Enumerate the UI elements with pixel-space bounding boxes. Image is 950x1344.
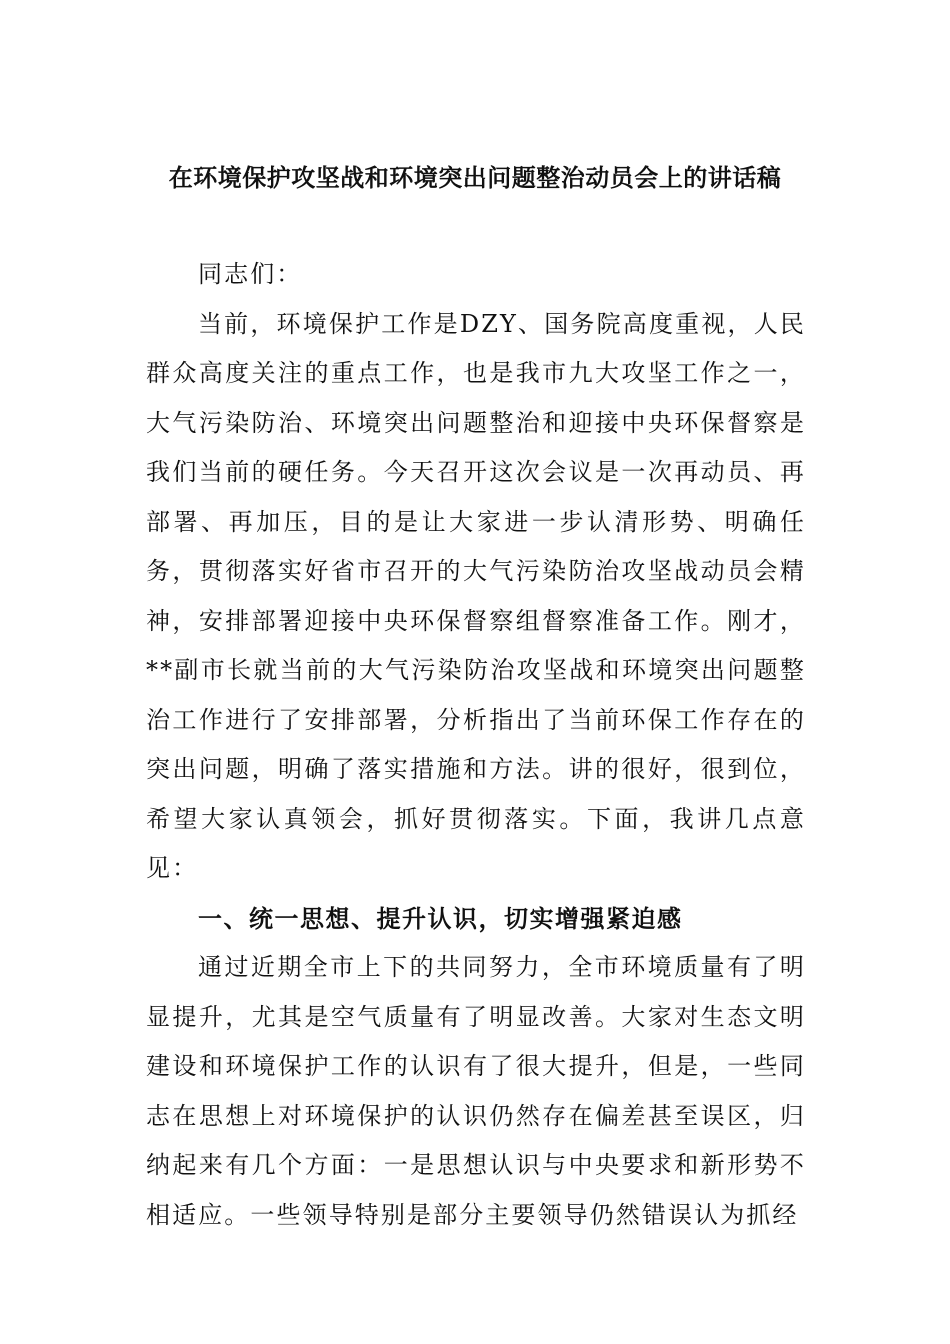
- paragraph-section-1: 通过近期全市上下的共同努力，全市环境质量有了明显提升，尤其是空气质量有了明显改善。大家对生态文明建设和环境保护工作的认识有了很大提升，但是，一些同志在思想上对环境保护的认识仍然存在偏差甚至误区，归纳起来有几个方面：一是思想认识与中央要求和新形势不相适应。一些领导特别是部分主要领导仍然错误认为抓经: [146, 953, 806, 1229]
- document-title: 在环境保护攻坚战和环境突出问题整治动员会上的讲话稿: [168, 163, 782, 192]
- paragraph-opening: 当前，环境保护工作是DZY、国务院高度重视，人民群众高度关注的重点工作，也是我市九大攻坚工作之一，大气污染防治、环境突出问题整治和迎接中央环保督察是我们当前的硬任务。今天召开这次会议是一次再动员、再部署、再加压，目的是让大家进一步认清形势、明确任务，贯彻落实好省市召开的大气污染防治攻坚战动员会精神，安排部署迎接中央环保督察组督察准备工作。刚才，**副市长就当前的大气污染防治攻坚战和环境突出问题整治工作进行了安排部署，分析指出了当前环保工作存在的突出问题，明确了落实措施和方法。讲的很好，很到位，希望大家认真领会，抓好贯彻落实。下面，我讲几点意见：: [146, 309, 806, 882]
- document-body: [146, 250, 806, 1240]
- section-heading-1: 一、统一思想、提升认识，切实增强紧迫感: [198, 903, 683, 933]
- salutation: 同志们：: [198, 260, 303, 288]
